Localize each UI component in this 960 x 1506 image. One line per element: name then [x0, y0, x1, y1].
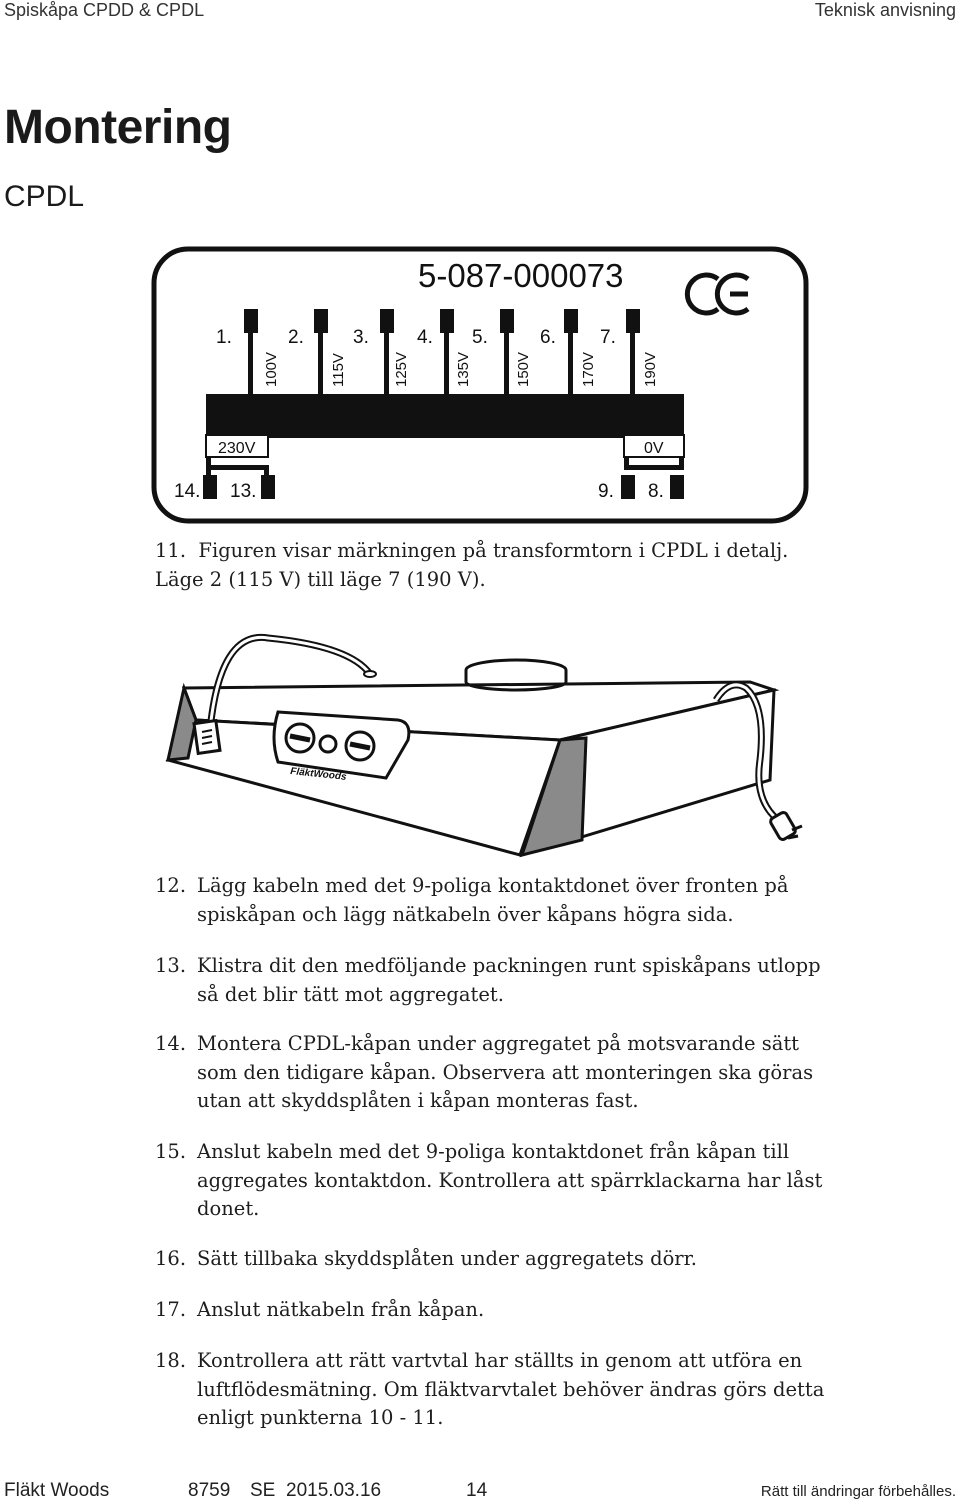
tap-pin — [500, 309, 514, 333]
step-12 — [155, 872, 845, 929]
part-number: 5-087-000073 — [418, 257, 624, 294]
page-subtitle: CPDL — [4, 180, 85, 213]
pin-9-label: 9. — [598, 481, 614, 502]
pin-14-label: 14. — [174, 481, 201, 502]
caption-text: Figuren visar märkningen på transformtorn i CPDL i detalj. Läge 2 (115 V) till läge 7 (190 V). — [155, 539, 789, 591]
transformer-label-diagram — [150, 245, 812, 527]
power-plug-icon — [769, 811, 802, 841]
tap-number: 3. — [353, 327, 369, 348]
tap-number: 5. — [472, 327, 488, 348]
pin-13-label: 13. — [230, 481, 257, 502]
supply-label-230v: 230V — [218, 440, 256, 457]
tap-lead — [318, 331, 323, 395]
pin-14 — [203, 475, 217, 499]
pin-9 — [621, 475, 635, 499]
step-15 — [155, 1138, 845, 1224]
tap-number: 2. — [288, 327, 304, 348]
tap-voltage: 100V — [263, 351, 280, 387]
footer-disclaimer: Rätt till ändringar förbehålles. — [760, 1483, 956, 1500]
pin-8-label: 8. — [648, 481, 664, 502]
tap-number: 7. — [600, 327, 616, 348]
tap-lead — [444, 331, 449, 395]
step-number: 13. — [155, 954, 187, 977]
tap-voltage: 150V — [515, 351, 532, 387]
tap-pin — [564, 309, 578, 333]
step-number: 14. — [155, 1032, 187, 1055]
footer-page-number: 14 — [466, 1480, 488, 1501]
knob-left-icon — [286, 724, 314, 752]
step-text: Sätt tillbaka skyddsplåten under aggregatets dörr. — [197, 1247, 698, 1270]
transformer-bar — [206, 394, 684, 438]
page-title: Montering — [4, 101, 232, 154]
tap-lead — [568, 331, 573, 395]
tap-voltage: 135V — [455, 351, 472, 387]
header-product: Spiskåpa CPDD & CPDL — [4, 0, 205, 20]
supply-label-0v: 0V — [644, 440, 664, 457]
step-18 — [155, 1347, 845, 1433]
tap-voltage: 115V — [330, 353, 347, 387]
tap-voltage: 125V — [393, 351, 410, 387]
tap-pin — [314, 309, 328, 333]
tap-pin — [440, 309, 454, 333]
step-number: 16. — [155, 1247, 187, 1270]
step-text: Anslut kabeln med det 9-poliga kontaktdonet från kåpan till aggregates kontaktdon. Kontrollera att spärrklackarna har låst donet. — [197, 1140, 823, 1220]
tap-voltage: 190V — [642, 351, 659, 387]
tap-pin — [380, 309, 394, 333]
indicator-light-icon — [320, 736, 336, 752]
tap-number: 6. — [540, 327, 556, 348]
footer-doc-number: 8759 — [188, 1480, 231, 1501]
step-text: Anslut nätkabeln från kåpan. — [197, 1298, 485, 1321]
tap-lead — [384, 331, 389, 395]
tap-number: 4. — [417, 327, 433, 348]
footer-company: Fläkt Woods — [4, 1480, 110, 1501]
knob-right-icon — [346, 732, 374, 760]
step-number: 12. — [155, 874, 187, 897]
step-text: Kontrollera att rätt vartvtal har ställts in genom att utföra en luftflödesmätning. Om fläktvarvtalet behöver ändras görs detta enligt punkterna 10 - 11. — [197, 1349, 825, 1429]
footer-language: SE — [250, 1480, 276, 1501]
tap-lead — [248, 331, 253, 395]
tap-pin — [244, 309, 258, 333]
tap-voltage: 170V — [580, 351, 597, 387]
pin-13 — [261, 475, 275, 499]
brand-logo: FläktWoods — [289, 766, 348, 783]
step-text: Klistra dit den medföljande packningen runt spiskåpans utlopp så det blir tätt mot aggregatet. — [197, 954, 821, 1006]
step-number: 15. — [155, 1140, 187, 1163]
tap-pin — [626, 309, 640, 333]
footer-date: 2015.03.16 — [286, 1480, 382, 1501]
step-text: Lägg kabeln med det 9-poliga kontaktdonet över fronten på spiskåpan och lägg nätkabeln över kåpans högra sida. — [197, 874, 789, 926]
connector-icon — [194, 721, 220, 754]
step-13 — [155, 952, 845, 1009]
tap-lead — [504, 331, 509, 395]
tap-lead — [630, 331, 635, 395]
step-number: 17. — [155, 1298, 187, 1321]
figure-caption — [155, 537, 835, 594]
step-number: 18. — [155, 1349, 187, 1372]
tap-number: 1. — [216, 327, 232, 348]
caption-number: 11. — [155, 539, 187, 562]
cooker-hood-illustration — [150, 630, 820, 865]
step-text: Montera CPDL-kåpan under aggregatet på motsvarande sätt som den tidigare kåpan. Observera att monteringen ska göras utan att skyddsplåten i kåpan monteras fast. — [197, 1032, 814, 1112]
step-17 — [155, 1296, 845, 1325]
step-14 — [155, 1030, 845, 1116]
pin-8 — [670, 475, 684, 499]
header-doc-type: Teknisk anvisning — [814, 0, 956, 20]
step-16 — [155, 1245, 845, 1274]
